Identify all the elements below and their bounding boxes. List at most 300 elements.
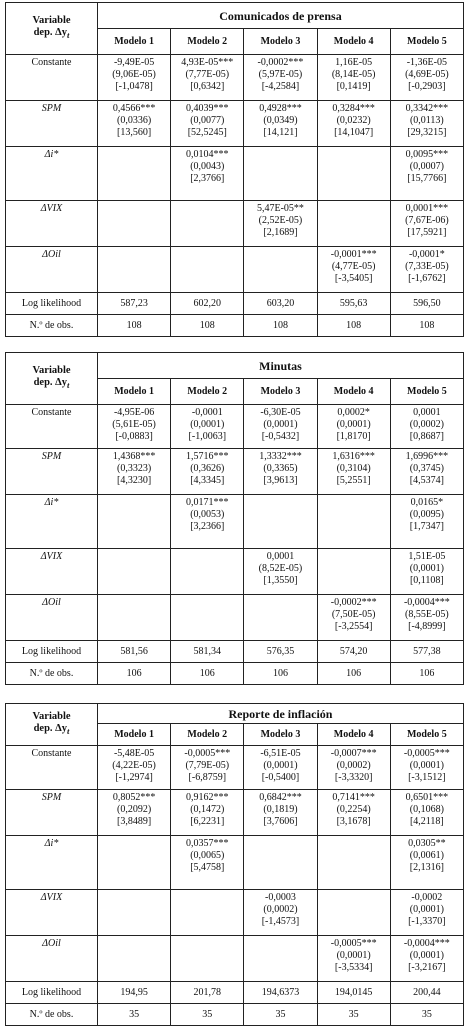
standard-error: (0,0095): [409, 509, 444, 520]
loglik-value: 595,63: [317, 293, 390, 315]
standard-error: (0,0113): [409, 115, 444, 126]
row-label: N.º de obs.: [6, 663, 98, 685]
standard-error: (0,0336): [117, 115, 152, 126]
coefficient: 0,7141***: [332, 792, 375, 803]
coefficient-cell: [244, 449, 317, 495]
nobs-value: 108: [171, 315, 244, 337]
model-header: Modelo 4: [317, 379, 390, 405]
coefficient: 4,93E-05***: [181, 57, 234, 68]
coefficient: 0,0305**: [408, 838, 446, 849]
standard-error: (0,0001): [336, 419, 371, 430]
coefficient: -0,0007***: [330, 748, 377, 759]
standard-error: (8,55E-05): [405, 609, 449, 620]
coefficient: 0,0104***: [186, 149, 229, 160]
t-statistic: [-1,3370]: [408, 916, 446, 927]
coefficient: 0,0171***: [186, 497, 229, 508]
coefficient: 1,3332***: [259, 451, 302, 462]
coefficient: 0,0357***: [186, 838, 229, 849]
coefficient-cell: [171, 201, 244, 247]
coefficient-cell: [171, 495, 244, 549]
t-statistic: [4,2118]: [409, 816, 444, 827]
coefficient-cell: [171, 549, 244, 595]
t-statistic: [-1,6762]: [408, 273, 446, 284]
loglik-value: 194,6373: [244, 982, 317, 1004]
coefficient-row: [6, 101, 464, 147]
coefficient: -0,0003: [265, 892, 296, 903]
t-statistic: [-4,8999]: [408, 621, 446, 632]
row-label: Δi*: [6, 147, 98, 201]
coefficient-cell: [244, 247, 317, 293]
coefficient: -0,0005***: [330, 938, 377, 949]
coefficient-cell: [98, 405, 171, 449]
t-statistic: [0,6342]: [190, 81, 225, 92]
coefficient: -6,51E-05: [260, 748, 301, 759]
t-statistic: [2,1316]: [409, 862, 444, 873]
t-statistic: [13,560]: [117, 127, 152, 138]
model-header: Modelo 5: [390, 29, 463, 55]
standard-error: (0,0001): [409, 760, 444, 771]
coefficient: 0,4039***: [186, 103, 229, 114]
t-statistic: [-6,8759]: [188, 772, 227, 783]
coefficient-cell: [171, 890, 244, 936]
coefficient: 0,0001: [413, 407, 441, 418]
standard-error: (0,0065): [190, 850, 225, 861]
coefficient-row: [6, 936, 464, 982]
coefficient: 1,5716***: [186, 451, 229, 462]
coefficient-row: [6, 247, 464, 293]
coefficient-cell: [317, 595, 390, 641]
model-header: Modelo 4: [317, 29, 390, 55]
standard-error: (0,1472): [190, 804, 225, 815]
row-label: ΔOil: [6, 247, 98, 293]
standard-error: (7,50E-05): [331, 609, 376, 620]
model-header: Modelo 2: [171, 724, 244, 746]
coefficient-cell: [98, 449, 171, 495]
coefficient: 0,3284***: [332, 103, 375, 114]
nobs-row: [6, 315, 464, 337]
coefficient-cell: [390, 746, 463, 790]
standard-error: (5,97E-05): [258, 69, 303, 80]
t-statistic: [1,8170]: [336, 431, 371, 442]
t-statistic: [0,1419]: [336, 81, 371, 92]
loglik-row: [6, 982, 464, 1004]
t-statistic: [-4,2584]: [261, 81, 300, 92]
coefficient-cell: [244, 890, 317, 936]
coefficient-cell: [98, 247, 171, 293]
coefficient: 1,16E-05: [335, 57, 373, 68]
coefficient-cell: [390, 836, 463, 890]
coefficient-cell: [390, 549, 463, 595]
coefficient: -6,30E-05: [260, 407, 301, 418]
loglik-value: 581,56: [98, 641, 171, 663]
variable-label: Variable: [32, 15, 71, 27]
nobs-value: 35: [171, 1004, 244, 1026]
coefficient-cell: [171, 790, 244, 836]
dependent-variable-header: [6, 3, 98, 55]
coefficient-cell: [244, 55, 317, 101]
standard-error: (0,0001): [409, 950, 444, 961]
loglik-value: 201,78: [171, 982, 244, 1004]
model-header: Modelo 5: [390, 379, 463, 405]
t-statistic: [4,3345]: [190, 475, 225, 486]
coefficient-cell: [317, 936, 390, 982]
coefficient-cell: [98, 101, 171, 147]
t-statistic: [2,3766]: [190, 173, 225, 184]
nobs-row: [6, 663, 464, 685]
coefficient: -0,0005***: [184, 748, 231, 759]
header-row: [6, 704, 464, 724]
dependent-variable-header: [6, 704, 98, 746]
table-title: Minutas: [98, 353, 464, 379]
coefficient: -0,0004***: [403, 938, 450, 949]
coefficient-cell: [244, 936, 317, 982]
coefficient-cell: [244, 595, 317, 641]
coefficient-cell: [317, 790, 390, 836]
coefficient-cell: [244, 405, 317, 449]
dep-subscript: t: [67, 30, 70, 41]
t-statistic: [-3,1512]: [408, 772, 446, 783]
t-statistic: [-0,0883]: [115, 431, 153, 442]
standard-error: (5,61E-05): [112, 419, 156, 430]
t-statistic: [1,3550]: [263, 575, 298, 586]
loglik-row: [6, 641, 464, 663]
coefficient-cell: [98, 147, 171, 201]
row-label: ΔVIX: [6, 549, 98, 595]
t-statistic: [-1,4573]: [261, 916, 300, 927]
standard-error: (0,3323): [117, 463, 152, 474]
dep-subscript: t: [67, 726, 70, 737]
standard-error: (0,1819): [263, 804, 298, 815]
standard-error: (4,77E-05): [331, 261, 376, 272]
loglik-value: 587,23: [98, 293, 171, 315]
coefficient: -0,0005***: [403, 748, 450, 759]
nobs-value: 106: [98, 663, 171, 685]
coefficient-row: [6, 147, 464, 201]
coefficient: 1,6316***: [332, 451, 375, 462]
t-statistic: [-1,0478]: [115, 81, 153, 92]
standard-error: (9,06E-05): [112, 69, 156, 80]
loglik-row: [6, 293, 464, 315]
model-header: Modelo 1: [98, 29, 171, 55]
row-label: Constante: [6, 746, 98, 790]
coefficient: 0,0001: [266, 551, 295, 562]
coefficient-cell: [171, 55, 244, 101]
coefficient-cell: [244, 746, 317, 790]
t-statistic: [5,2551]: [336, 475, 371, 486]
row-label: Log likelihood: [6, 641, 98, 663]
standard-error: (0,0001): [409, 904, 444, 915]
model-header: Modelo 2: [171, 379, 244, 405]
coefficient-cell: [98, 549, 171, 595]
coefficient: -0,0001***: [330, 249, 377, 260]
coefficient-cell: [171, 836, 244, 890]
coefficient: 0,8052***: [112, 792, 156, 803]
coefficient: 0,6501***: [405, 792, 449, 803]
coefficient-cell: [171, 746, 244, 790]
coefficient-cell: [244, 549, 317, 595]
loglik-value: 603,20: [244, 293, 317, 315]
coefficient: 0,0165*: [410, 497, 444, 508]
standard-error: (4,22E-05): [112, 760, 156, 771]
coefficient: 0,4566***: [112, 103, 156, 114]
coefficient: -0,0001*: [408, 249, 445, 260]
header-row: [6, 3, 464, 29]
dep-label: dep. Δy: [33, 377, 67, 389]
standard-error: (0,0001): [409, 563, 444, 574]
coefficient-cell: [98, 746, 171, 790]
standard-error: (7,33E-05): [405, 261, 449, 272]
nobs-value: 108: [244, 315, 317, 337]
t-statistic: [0,1108]: [409, 575, 444, 586]
loglik-value: 577,38: [390, 641, 463, 663]
coefficient: 0,9162***: [186, 792, 229, 803]
model-header: Modelo 1: [98, 379, 171, 405]
coefficient: 1,6996***: [405, 451, 449, 462]
t-statistic: [-3,2554]: [334, 621, 373, 632]
coefficient-cell: [171, 405, 244, 449]
t-statistic: [-0,5432]: [261, 431, 300, 442]
standard-error: (0,0061): [409, 850, 444, 861]
coefficient-cell: [317, 449, 390, 495]
model-header: Modelo 4: [317, 724, 390, 746]
coefficient: -0,0002***: [257, 57, 304, 68]
t-statistic: [-0,5400]: [261, 772, 300, 783]
row-label: ΔOil: [6, 936, 98, 982]
model-header: Modelo 3: [244, 724, 317, 746]
t-statistic: [29,3215]: [407, 127, 447, 138]
coefficient-cell: [244, 495, 317, 549]
coefficient-cell: [98, 890, 171, 936]
standard-error: (2,52E-05): [258, 215, 303, 226]
coefficient-row: [6, 549, 464, 595]
coefficient: -5,48E-05: [113, 748, 155, 759]
coefficient-cell: [98, 201, 171, 247]
row-label: Δi*: [6, 495, 98, 549]
standard-error: (0,0002): [409, 419, 444, 430]
t-statistic: [-3,5334]: [334, 962, 373, 973]
loglik-value: 200,44: [390, 982, 463, 1004]
loglik-value: 194,0145: [317, 982, 390, 1004]
coefficient-cell: [244, 790, 317, 836]
t-statistic: [17,5921]: [407, 227, 447, 238]
regression-table: [5, 703, 464, 1026]
t-statistic: [14,1047]: [334, 127, 374, 138]
coefficient: -0,0002***: [330, 597, 377, 608]
coefficient-cell: [390, 495, 463, 549]
standard-error: (7,77E-05): [185, 69, 230, 80]
coefficient: 5,47E-05**: [256, 203, 304, 214]
row-label: Δi*: [6, 836, 98, 890]
coefficient-cell: [390, 790, 463, 836]
coefficient-row: [6, 495, 464, 549]
t-statistic: [3,9613]: [263, 475, 298, 486]
coefficient-row: [6, 55, 464, 101]
loglik-value: 194,95: [98, 982, 171, 1004]
t-statistic: [4,5374]: [409, 475, 444, 486]
coefficient: 0,6842***: [259, 792, 302, 803]
standard-error: (0,0053): [190, 509, 225, 520]
coefficient-cell: [171, 449, 244, 495]
coefficient-cell: [390, 201, 463, 247]
coefficient-cell: [390, 405, 463, 449]
coefficient-row: [6, 201, 464, 247]
loglik-value: 596,50: [390, 293, 463, 315]
coefficient-row: [6, 890, 464, 936]
standard-error: (0,3365): [263, 463, 298, 474]
coefficient-cell: [317, 405, 390, 449]
row-label: ΔVIX: [6, 201, 98, 247]
coefficient: -0,0001: [191, 407, 223, 418]
coefficient-cell: [244, 201, 317, 247]
row-label: ΔOil: [6, 595, 98, 641]
coefficient: -4,95E-06: [113, 407, 155, 418]
standard-error: (0,0043): [190, 161, 225, 172]
table-title: Comunicados de prensa: [98, 3, 464, 29]
coefficient-cell: [171, 101, 244, 147]
standard-error: (0,0001): [263, 419, 298, 430]
coefficient-cell: [317, 746, 390, 790]
row-label: Log likelihood: [6, 982, 98, 1004]
model-header: Modelo 3: [244, 379, 317, 405]
coefficient-cell: [390, 595, 463, 641]
coefficient: 0,0002*: [337, 407, 370, 418]
standard-error: (0,3745): [409, 463, 444, 474]
coefficient-row: [6, 595, 464, 641]
t-statistic: [6,2231]: [190, 816, 225, 827]
coefficient-cell: [171, 936, 244, 982]
header-row: [6, 353, 464, 379]
dependent-variable-header: [6, 353, 98, 405]
standard-error: (7,67E-06): [405, 215, 449, 226]
regression-table: [5, 2, 464, 337]
coefficient-cell: [390, 55, 463, 101]
table-title: Reporte de inflación: [98, 704, 464, 724]
coefficient-cell: [317, 890, 390, 936]
row-label: SPM: [6, 101, 98, 147]
t-statistic: [3,2366]: [190, 521, 225, 532]
standard-error: (0,0001): [263, 760, 298, 771]
regression-table: [5, 352, 464, 685]
row-label: N.º de obs.: [6, 315, 98, 337]
standard-error: (0,2092): [117, 804, 152, 815]
standard-error: (0,0001): [190, 419, 225, 430]
coefficient-row: [6, 746, 464, 790]
standard-error: (0,3626): [190, 463, 225, 474]
coefficient: 0,0001***: [405, 203, 449, 214]
coefficient-cell: [98, 936, 171, 982]
nobs-value: 35: [98, 1004, 171, 1026]
t-statistic: [4,3230]: [117, 475, 152, 486]
coefficient: -1,36E-05: [406, 57, 447, 68]
coefficient: -9,49E-05: [113, 57, 155, 68]
coefficient-cell: [244, 147, 317, 201]
t-statistic: [5,4758]: [190, 862, 225, 873]
coefficient-cell: [98, 595, 171, 641]
t-statistic: [-0,2903]: [408, 81, 446, 92]
t-statistic: [2,1689]: [263, 227, 298, 238]
t-statistic: [3,8489]: [117, 816, 152, 827]
t-statistic: [0,8687]: [409, 431, 444, 442]
coefficient: 0,3342***: [405, 103, 449, 114]
coefficient-cell: [171, 247, 244, 293]
standard-error: (4,69E-05): [405, 69, 449, 80]
coefficient: 1,51E-05: [408, 551, 446, 562]
loglik-value: 602,20: [171, 293, 244, 315]
standard-error: (8,14E-05): [331, 69, 376, 80]
coefficient-cell: [317, 201, 390, 247]
coefficient-cell: [390, 449, 463, 495]
coefficient-cell: [317, 836, 390, 890]
t-statistic: [15,7766]: [407, 173, 447, 184]
row-label: Log likelihood: [6, 293, 98, 315]
dep-subscript: t: [67, 380, 70, 391]
row-label: Constante: [6, 55, 98, 101]
t-statistic: [-3,2167]: [408, 962, 446, 973]
row-label: N.º de obs.: [6, 1004, 98, 1026]
standard-error: (7,79E-05): [185, 760, 230, 771]
nobs-value: 106: [244, 663, 317, 685]
standard-error: (0,2254): [336, 804, 371, 815]
nobs-value: 35: [244, 1004, 317, 1026]
loglik-value: 581,34: [171, 641, 244, 663]
row-label: Constante: [6, 405, 98, 449]
coefficient-cell: [98, 495, 171, 549]
coefficient-cell: [98, 790, 171, 836]
standard-error: (0,1068): [409, 804, 444, 815]
coefficient-cell: [317, 55, 390, 101]
coefficient-row: [6, 405, 464, 449]
nobs-value: 106: [390, 663, 463, 685]
loglik-value: 574,20: [317, 641, 390, 663]
coefficient-cell: [317, 495, 390, 549]
standard-error: (0,0002): [263, 904, 298, 915]
standard-error: (0,0232): [336, 115, 371, 126]
t-statistic: [-3,3320]: [334, 772, 373, 783]
nobs-value: 108: [390, 315, 463, 337]
t-statistic: [14,121]: [263, 127, 298, 138]
t-statistic: [-3,5405]: [334, 273, 373, 284]
variable-label: Variable: [32, 365, 71, 377]
coefficient-cell: [171, 147, 244, 201]
coefficient: -0,0002: [411, 892, 443, 903]
coefficient-row: [6, 449, 464, 495]
variable-label: Variable: [32, 711, 71, 723]
coefficient-cell: [244, 836, 317, 890]
coefficient-row: [6, 790, 464, 836]
coefficient-cell: [244, 101, 317, 147]
t-statistic: [1,7347]: [409, 521, 444, 532]
nobs-value: 35: [390, 1004, 463, 1026]
coefficient-row: [6, 836, 464, 890]
row-label: SPM: [6, 790, 98, 836]
row-label: ΔVIX: [6, 890, 98, 936]
coefficient-cell: [317, 101, 390, 147]
coefficient-cell: [390, 147, 463, 201]
coefficient: 0,4928***: [259, 103, 302, 114]
t-statistic: [-1,2974]: [115, 772, 153, 783]
coefficient-cell: [390, 101, 463, 147]
nobs-value: 106: [171, 663, 244, 685]
coefficient-cell: [390, 247, 463, 293]
coefficient: 1,4368***: [112, 451, 156, 462]
standard-error: (0,0077): [190, 115, 225, 126]
standard-error: (0,0001): [336, 950, 371, 961]
t-statistic: [3,1678]: [336, 816, 371, 827]
coefficient-cell: [171, 595, 244, 641]
t-statistic: [-1,0063]: [188, 431, 227, 442]
coefficient-cell: [317, 147, 390, 201]
coefficient-cell: [317, 549, 390, 595]
